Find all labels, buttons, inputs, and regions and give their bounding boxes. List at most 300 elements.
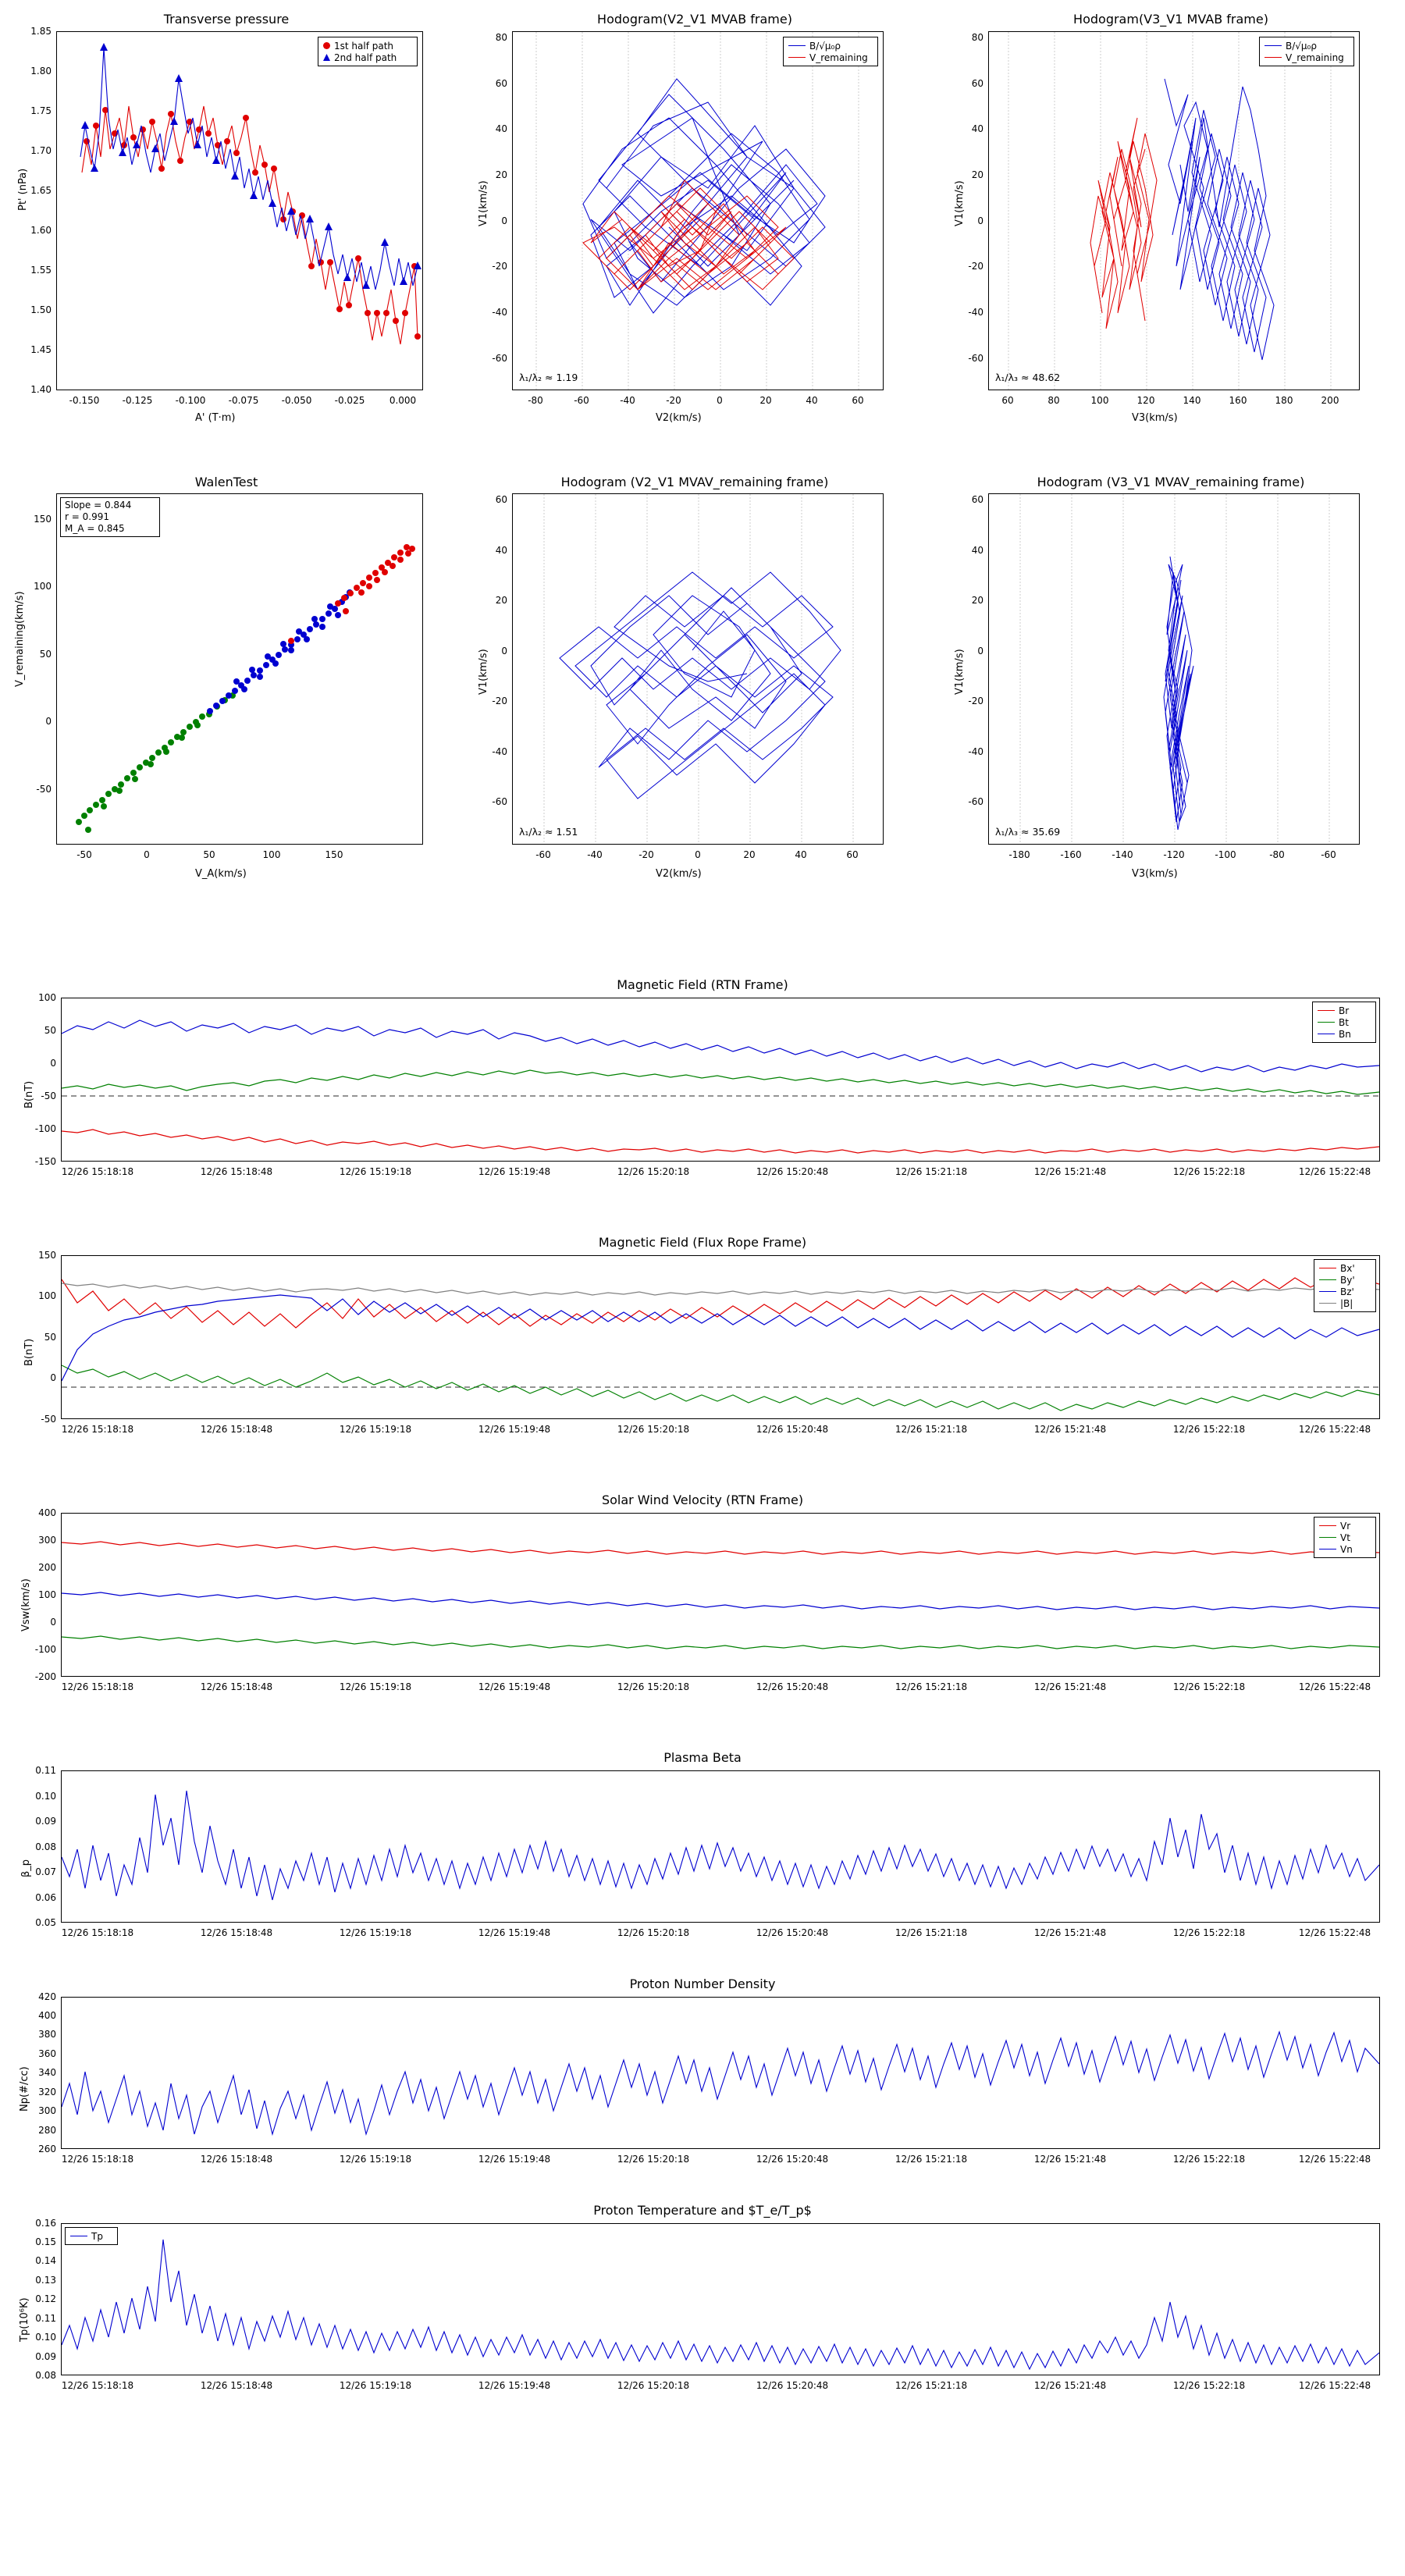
y-tick: 0.14 bbox=[35, 2255, 56, 2266]
circle-marker-icon bbox=[323, 42, 330, 49]
y-tick: 40 bbox=[495, 123, 507, 134]
x-tick: 12/26 15:18:18 bbox=[61, 2380, 134, 2391]
y-tick: -40 bbox=[492, 746, 507, 757]
x-tick: 12/26 15:20:48 bbox=[756, 1681, 829, 1692]
y-tick: 20 bbox=[495, 595, 507, 606]
plot-area bbox=[56, 493, 423, 845]
eigenvalue-annotation: λ₁/λ₂ ≈ 1.19 bbox=[519, 372, 578, 383]
x-tick: -20 bbox=[638, 849, 654, 860]
x-tick: 20 bbox=[743, 849, 756, 860]
legend-label: B/√μ₀ρ bbox=[809, 40, 841, 52]
y-tick: -60 bbox=[492, 353, 507, 364]
y-tick: -40 bbox=[492, 307, 507, 318]
y-tick: 1.60 bbox=[30, 225, 52, 236]
x-axis-label: A' (T·m) bbox=[195, 412, 236, 424]
panel-title: Proton Number Density bbox=[629, 1976, 776, 1991]
legend-label: Vr bbox=[1340, 1520, 1351, 1532]
y-tick: 1.65 bbox=[30, 185, 52, 196]
panel-proton-number-density bbox=[0, 1967, 1405, 2194]
y-tick: 0.09 bbox=[35, 1816, 56, 1827]
legend-item bbox=[1319, 1543, 1371, 1555]
x-tick: -40 bbox=[620, 395, 635, 406]
plot-area bbox=[988, 493, 1360, 845]
y-tick: 20 bbox=[971, 595, 984, 606]
legend bbox=[1314, 1259, 1376, 1312]
triangle-marker-icon bbox=[323, 54, 330, 61]
x-tick: 12/26 15:20:48 bbox=[756, 2380, 829, 2391]
x-tick: 80 bbox=[1048, 395, 1060, 406]
x-tick: -0.050 bbox=[281, 395, 312, 406]
y-tick: 100 bbox=[38, 992, 56, 1003]
x-tick: 12/26 15:19:18 bbox=[339, 1927, 412, 1938]
y-tick: 0 bbox=[977, 215, 984, 226]
x-tick: 12/26 15:21:48 bbox=[1033, 2154, 1107, 2165]
legend bbox=[1259, 37, 1354, 66]
x-tick: 12/26 15:21:48 bbox=[1033, 1424, 1107, 1435]
y-tick: 0.05 bbox=[35, 1917, 56, 1928]
x-tick: 20 bbox=[759, 395, 772, 406]
x-tick: -0.075 bbox=[228, 395, 259, 406]
y-axis-label: B(nT) bbox=[23, 1080, 35, 1108]
y-tick: 1.85 bbox=[30, 26, 52, 37]
y-tick: -20 bbox=[968, 696, 984, 706]
y-tick: 0.13 bbox=[35, 2275, 56, 2286]
x-tick: 12/26 15:20:18 bbox=[617, 2380, 690, 2391]
hodogram-v3v1-mvav-series bbox=[989, 494, 1359, 844]
y-tick: -200 bbox=[34, 1671, 56, 1682]
x-tick: -50 bbox=[76, 849, 92, 860]
x-tick: -100 bbox=[1215, 849, 1236, 860]
plot-area bbox=[988, 31, 1360, 390]
x-tick: 12/26 15:19:48 bbox=[478, 2380, 551, 2391]
legend-label: 2nd half path bbox=[334, 52, 397, 63]
x-tick: 100 bbox=[262, 849, 281, 860]
x-tick: 12/26 15:18:18 bbox=[61, 1681, 134, 1692]
x-tick: 40 bbox=[806, 395, 818, 406]
x-tick: 160 bbox=[1229, 395, 1247, 406]
line-swatch-icon bbox=[1264, 57, 1282, 58]
legend-item bbox=[1318, 1028, 1371, 1040]
x-tick: 60 bbox=[852, 395, 864, 406]
y-tick: 0.08 bbox=[35, 1841, 56, 1852]
x-tick: 12/26 15:21:48 bbox=[1033, 1166, 1107, 1177]
plot-area bbox=[512, 493, 884, 845]
x-tick: -140 bbox=[1112, 849, 1133, 860]
plot-area bbox=[61, 998, 1380, 1162]
plot-area bbox=[61, 1513, 1380, 1677]
legend bbox=[65, 2227, 118, 2245]
x-tick: 0.000 bbox=[389, 395, 417, 406]
panel-title: Hodogram (V3_V1 MVAV_remaining frame) bbox=[1037, 475, 1305, 489]
y-tick: 50 bbox=[39, 649, 52, 660]
y-tick: 400 bbox=[38, 2010, 56, 2021]
x-tick: 0 bbox=[717, 395, 723, 406]
y-tick: 0 bbox=[501, 215, 507, 226]
x-tick: 12/26 15:18:48 bbox=[200, 1424, 273, 1435]
x-tick: 12/26 15:21:48 bbox=[1033, 1681, 1107, 1692]
line-swatch-icon bbox=[1319, 1279, 1336, 1280]
eigenvalue-annotation: λ₁/λ₃ ≈ 35.69 bbox=[995, 826, 1061, 838]
x-tick: 12/26 15:19:18 bbox=[339, 1681, 412, 1692]
x-tick: 12/26 15:19:18 bbox=[339, 2154, 412, 2165]
legend-label: Bn bbox=[1339, 1028, 1351, 1040]
y-tick: 0.15 bbox=[35, 2236, 56, 2247]
x-axis-label: V_A(km/s) bbox=[195, 868, 247, 880]
y-axis-label: β_p bbox=[20, 1859, 32, 1877]
x-tick: 12/26 15:20:48 bbox=[756, 1927, 829, 1938]
y-tick: 260 bbox=[38, 2144, 56, 2154]
y-tick: 150 bbox=[34, 514, 52, 525]
x-tick: 60 bbox=[1001, 395, 1014, 406]
y-tick: 60 bbox=[495, 78, 507, 89]
x-tick: -0.100 bbox=[175, 395, 206, 406]
y-tick: -60 bbox=[492, 796, 507, 807]
line-swatch-icon bbox=[1318, 1010, 1335, 1011]
walen-ma: M_A = 0.845 bbox=[65, 523, 125, 534]
panel-title: Proton Temperature and $T_e/T_p$ bbox=[593, 2203, 812, 2218]
panel-walen-test bbox=[0, 468, 453, 890]
y-tick: 1.40 bbox=[30, 384, 52, 395]
x-tick: 12/26 15:18:48 bbox=[200, 1681, 273, 1692]
line-swatch-icon bbox=[1319, 1537, 1336, 1538]
legend-label: Bz' bbox=[1340, 1286, 1354, 1297]
line-swatch-icon bbox=[1319, 1549, 1336, 1550]
x-tick: -60 bbox=[574, 395, 589, 406]
y-tick: -50 bbox=[41, 1091, 56, 1101]
x-tick: 12/26 15:18:18 bbox=[61, 1166, 134, 1177]
legend-label: By' bbox=[1340, 1274, 1355, 1286]
panel-hodogram-v3v1-mvab bbox=[937, 0, 1405, 437]
y-tick: 1.45 bbox=[30, 344, 52, 355]
legend bbox=[783, 37, 878, 66]
x-tick: 12/26 15:21:18 bbox=[895, 2154, 968, 2165]
solar-wind-velocity-series bbox=[62, 1514, 1379, 1676]
legend-item bbox=[323, 40, 412, 52]
y-tick: 340 bbox=[38, 2067, 56, 2078]
x-tick: 12/26 15:21:18 bbox=[895, 2380, 968, 2391]
legend-label: B/√μ₀ρ bbox=[1286, 40, 1317, 52]
panel-title: Hodogram (V2_V1 MVAV_remaining frame) bbox=[560, 475, 829, 489]
y-tick: 0 bbox=[501, 646, 507, 656]
y-tick: -20 bbox=[492, 261, 507, 272]
x-tick: 12/26 15:20:18 bbox=[617, 1681, 690, 1692]
y-axis-label: Vsw(km/s) bbox=[20, 1578, 32, 1631]
legend-item bbox=[1264, 40, 1349, 52]
y-tick: -20 bbox=[492, 696, 507, 706]
y-tick: -20 bbox=[968, 261, 984, 272]
panel-proton-temperature bbox=[0, 2194, 1405, 2428]
x-tick: 12/26 15:22:48 bbox=[1298, 1424, 1371, 1435]
y-tick: 0.07 bbox=[35, 1866, 56, 1877]
legend-label: Tp bbox=[91, 2230, 103, 2242]
legend-item bbox=[788, 40, 873, 52]
legend-item bbox=[1318, 1005, 1371, 1016]
x-tick: 12/26 15:19:48 bbox=[478, 1166, 551, 1177]
transverse-pressure-series bbox=[57, 32, 422, 390]
x-tick: 12/26 15:21:48 bbox=[1033, 1927, 1107, 1938]
legend-label: Bt bbox=[1339, 1016, 1349, 1028]
x-tick: 140 bbox=[1183, 395, 1201, 406]
y-tick: 400 bbox=[38, 1507, 56, 1518]
legend-item bbox=[788, 52, 873, 63]
y-tick: 40 bbox=[971, 123, 984, 134]
legend-item bbox=[1319, 1532, 1371, 1543]
y-tick: 0.10 bbox=[35, 1791, 56, 1802]
line-swatch-icon bbox=[1318, 1022, 1335, 1023]
y-tick: 0.06 bbox=[35, 1892, 56, 1903]
y-tick: 200 bbox=[38, 1562, 56, 1573]
y-tick: 280 bbox=[38, 2125, 56, 2136]
y-tick: 40 bbox=[971, 545, 984, 556]
x-tick: 12/26 15:19:48 bbox=[478, 2154, 551, 2165]
second-half-markers bbox=[81, 40, 422, 289]
walen-r: r = 0.991 bbox=[65, 511, 109, 522]
plot-area bbox=[61, 1255, 1380, 1419]
panel-title: Magnetic Field (Flux Rope Frame) bbox=[598, 1235, 807, 1250]
x-tick: 12/26 15:20:18 bbox=[617, 1424, 690, 1435]
y-tick: 0 bbox=[45, 716, 52, 727]
panel-title: Transverse pressure bbox=[163, 12, 290, 27]
y-axis-label: V_remaining(km/s) bbox=[14, 591, 26, 687]
x-tick: -80 bbox=[528, 395, 543, 406]
x-tick: 120 bbox=[1136, 395, 1155, 406]
x-tick: 12/26 15:18:48 bbox=[200, 2154, 273, 2165]
panel-magnetic-field-rtn bbox=[0, 968, 1405, 1210]
y-tick: 1.75 bbox=[30, 105, 52, 116]
y-tick: 60 bbox=[971, 494, 984, 505]
magnetic-field-rtn-series bbox=[62, 998, 1379, 1161]
y-axis-label: Pt' (nPa) bbox=[17, 168, 29, 211]
y-tick: 320 bbox=[38, 2087, 56, 2097]
panel-title: Magnetic Field (RTN Frame) bbox=[617, 977, 788, 992]
y-axis-label: V1(km/s) bbox=[954, 180, 966, 226]
x-axis-label: V3(km/s) bbox=[1132, 412, 1178, 424]
legend-item bbox=[1318, 1016, 1371, 1028]
y-tick: -60 bbox=[968, 796, 984, 807]
panel-title: Hodogram(V3_V1 MVAB frame) bbox=[1073, 12, 1268, 27]
y-tick: -50 bbox=[41, 1414, 56, 1425]
y-tick: 0.16 bbox=[35, 2218, 56, 2229]
y-tick: 0 bbox=[977, 646, 984, 656]
plot-area bbox=[512, 31, 884, 390]
x-tick: 180 bbox=[1275, 395, 1293, 406]
panel-plasma-beta bbox=[0, 1741, 1405, 1967]
panel-title: Solar Wind Velocity (RTN Frame) bbox=[601, 1493, 804, 1507]
line-swatch-icon bbox=[788, 45, 806, 46]
y-tick: -40 bbox=[968, 307, 984, 318]
x-tick: 12/26 15:22:48 bbox=[1298, 2154, 1371, 2165]
panel-magnetic-field-flux-rope bbox=[0, 1226, 1405, 1468]
walen-stats-box bbox=[60, 497, 160, 537]
x-tick: -0.150 bbox=[69, 395, 100, 406]
x-tick: -120 bbox=[1163, 849, 1185, 860]
y-tick: 0.10 bbox=[35, 2332, 56, 2343]
y-tick: 80 bbox=[971, 32, 984, 43]
y-tick: -100 bbox=[34, 1644, 56, 1655]
legend-label: Vt bbox=[1340, 1532, 1350, 1543]
y-tick: 1.80 bbox=[30, 66, 52, 76]
y-tick: 50 bbox=[44, 1332, 56, 1343]
proton-density-series bbox=[62, 1998, 1379, 2148]
y-tick: 40 bbox=[495, 545, 507, 556]
y-tick: 0.11 bbox=[35, 2313, 56, 2324]
x-tick: -60 bbox=[1321, 849, 1336, 860]
x-tick: 12/26 15:21:18 bbox=[895, 1681, 968, 1692]
x-tick: 12/26 15:20:18 bbox=[617, 1166, 690, 1177]
plot-area bbox=[61, 1997, 1380, 2149]
y-tick: -150 bbox=[34, 1156, 56, 1167]
panel-hodogram-v2v1-mvav bbox=[461, 468, 929, 890]
x-tick: 12/26 15:18:48 bbox=[200, 2380, 273, 2391]
hodogram-v2v1-mvav-series bbox=[513, 494, 883, 844]
legend-label: Br bbox=[1339, 1005, 1350, 1016]
x-tick: 0 bbox=[144, 849, 150, 860]
x-tick: 0 bbox=[695, 849, 701, 860]
y-tick: 380 bbox=[38, 2029, 56, 2040]
x-tick: 12/26 15:21:18 bbox=[895, 1166, 968, 1177]
y-tick: 0 bbox=[50, 1372, 56, 1383]
eigenvalue-annotation: λ₁/λ₂ ≈ 1.51 bbox=[519, 826, 578, 838]
x-tick: 12/26 15:22:48 bbox=[1298, 1927, 1371, 1938]
hodogram-v2v1-mvab-series bbox=[513, 32, 883, 390]
legend-item bbox=[1264, 52, 1349, 63]
legend-item bbox=[1319, 1262, 1371, 1274]
x-tick: 12/26 15:18:18 bbox=[61, 1424, 134, 1435]
legend-item bbox=[323, 52, 412, 63]
x-tick: -40 bbox=[587, 849, 603, 860]
x-tick: -160 bbox=[1060, 849, 1082, 860]
x-tick: 60 bbox=[846, 849, 859, 860]
legend-label: |B| bbox=[1340, 1297, 1353, 1309]
y-tick: 0.08 bbox=[35, 2370, 56, 2381]
y-tick: 60 bbox=[495, 494, 507, 505]
x-axis-label: V2(km/s) bbox=[656, 412, 702, 424]
y-tick: 420 bbox=[38, 1991, 56, 2002]
x-tick: -20 bbox=[666, 395, 681, 406]
y-tick: 20 bbox=[971, 169, 984, 180]
x-tick: 12/26 15:22:18 bbox=[1172, 1424, 1246, 1435]
magnetic-field-flux-rope-series bbox=[62, 1256, 1379, 1418]
legend-label: 1st half path bbox=[334, 40, 394, 52]
legend-label: Vn bbox=[1340, 1543, 1353, 1555]
x-tick: 12/26 15:22:18 bbox=[1172, 1927, 1246, 1938]
y-tick: 1.50 bbox=[30, 304, 52, 315]
line-swatch-icon bbox=[1319, 1303, 1336, 1304]
x-tick: 40 bbox=[795, 849, 807, 860]
y-tick: 80 bbox=[495, 32, 507, 43]
y-tick: 0.12 bbox=[35, 2293, 56, 2304]
x-tick: 12/26 15:19:18 bbox=[339, 1424, 412, 1435]
y-axis-label: V1(km/s) bbox=[478, 180, 489, 226]
x-tick: 12/26 15:22:18 bbox=[1172, 1681, 1246, 1692]
y-tick: 360 bbox=[38, 2048, 56, 2059]
x-tick: 12/26 15:19:18 bbox=[339, 2380, 412, 2391]
x-tick: 12/26 15:19:48 bbox=[478, 1927, 551, 1938]
plot-area bbox=[61, 1770, 1380, 1923]
line-swatch-icon bbox=[788, 57, 806, 58]
legend bbox=[1314, 1517, 1376, 1558]
x-tick: 12/26 15:22:18 bbox=[1172, 2154, 1246, 2165]
plasma-beta-series bbox=[62, 1771, 1379, 1922]
x-tick: 12/26 15:20:48 bbox=[756, 1424, 829, 1435]
plot-area bbox=[61, 2223, 1380, 2375]
x-tick: 12/26 15:21:48 bbox=[1033, 2380, 1107, 2391]
y-axis-label: V1(km/s) bbox=[478, 649, 489, 695]
y-tick: 0 bbox=[50, 1617, 56, 1628]
panel-hodogram-v3v1-mvav bbox=[937, 468, 1405, 890]
y-tick: 100 bbox=[38, 1589, 56, 1600]
line-swatch-icon bbox=[1319, 1291, 1336, 1292]
y-tick: 100 bbox=[34, 581, 52, 592]
plot-area bbox=[56, 31, 423, 390]
y-tick: -60 bbox=[968, 353, 984, 364]
x-tick: -0.125 bbox=[122, 395, 153, 406]
x-axis-label: V2(km/s) bbox=[656, 868, 702, 880]
y-tick: 100 bbox=[38, 1290, 56, 1301]
x-tick: -60 bbox=[535, 849, 551, 860]
y-axis-label: Np(#/cc) bbox=[19, 2066, 30, 2112]
y-tick: 1.55 bbox=[30, 265, 52, 276]
panel-solar-wind-velocity-rtn bbox=[0, 1483, 1405, 1725]
y-tick: 50 bbox=[44, 1025, 56, 1036]
x-tick: -0.025 bbox=[334, 395, 365, 406]
y-tick: 20 bbox=[495, 169, 507, 180]
y-tick: 1.70 bbox=[30, 145, 52, 156]
x-tick: 12/26 15:19:48 bbox=[478, 1424, 551, 1435]
first-half-markers bbox=[84, 107, 421, 340]
panel-hodogram-v2v1-mvab bbox=[461, 0, 929, 437]
x-tick: -180 bbox=[1008, 849, 1030, 860]
walen-scatter bbox=[57, 494, 422, 844]
x-tick: 12/26 15:19:48 bbox=[478, 1681, 551, 1692]
y-tick: 60 bbox=[971, 78, 984, 89]
eigenvalue-annotation: λ₁/λ₃ ≈ 48.62 bbox=[995, 372, 1061, 383]
legend-label: Bx' bbox=[1340, 1262, 1355, 1274]
walen-blue-points bbox=[207, 589, 353, 714]
legend-item bbox=[1319, 1286, 1371, 1297]
legend-label: V_remaining bbox=[809, 52, 868, 63]
legend-item bbox=[1319, 1274, 1371, 1286]
x-tick: 50 bbox=[203, 849, 215, 860]
proton-temperature-series bbox=[62, 2224, 1379, 2375]
y-tick: 150 bbox=[38, 1250, 56, 1261]
y-axis-label: B(nT) bbox=[23, 1338, 35, 1366]
panel-title: Hodogram(V2_V1 MVAB frame) bbox=[597, 12, 792, 27]
panel-transverse-pressure bbox=[0, 0, 453, 437]
x-tick: 100 bbox=[1090, 395, 1109, 406]
line-swatch-icon bbox=[1264, 45, 1282, 46]
x-tick: 12/26 15:20:48 bbox=[756, 1166, 829, 1177]
y-tick: 0.09 bbox=[35, 2351, 56, 2362]
legend bbox=[1312, 1002, 1376, 1043]
x-tick: 200 bbox=[1321, 395, 1339, 406]
y-tick: 300 bbox=[38, 1535, 56, 1546]
x-tick: -80 bbox=[1269, 849, 1285, 860]
x-tick: 12/26 15:20:48 bbox=[756, 2154, 829, 2165]
y-tick: -50 bbox=[36, 784, 52, 795]
x-tick: 12/26 15:19:18 bbox=[339, 1166, 412, 1177]
y-axis-label: V1(km/s) bbox=[954, 649, 966, 695]
x-tick: 12/26 15:22:48 bbox=[1298, 2380, 1371, 2391]
x-tick: 12/26 15:18:48 bbox=[200, 1166, 273, 1177]
x-tick: 12/26 15:20:18 bbox=[617, 1927, 690, 1938]
y-tick: 0.11 bbox=[35, 1765, 56, 1776]
legend-item bbox=[70, 2230, 112, 2242]
x-tick: 12/26 15:22:48 bbox=[1298, 1166, 1371, 1177]
x-tick: 12/26 15:18:48 bbox=[200, 1927, 273, 1938]
x-tick: 12/26 15:20:18 bbox=[617, 2154, 690, 2165]
x-tick: 12/26 15:18:18 bbox=[61, 1927, 134, 1938]
